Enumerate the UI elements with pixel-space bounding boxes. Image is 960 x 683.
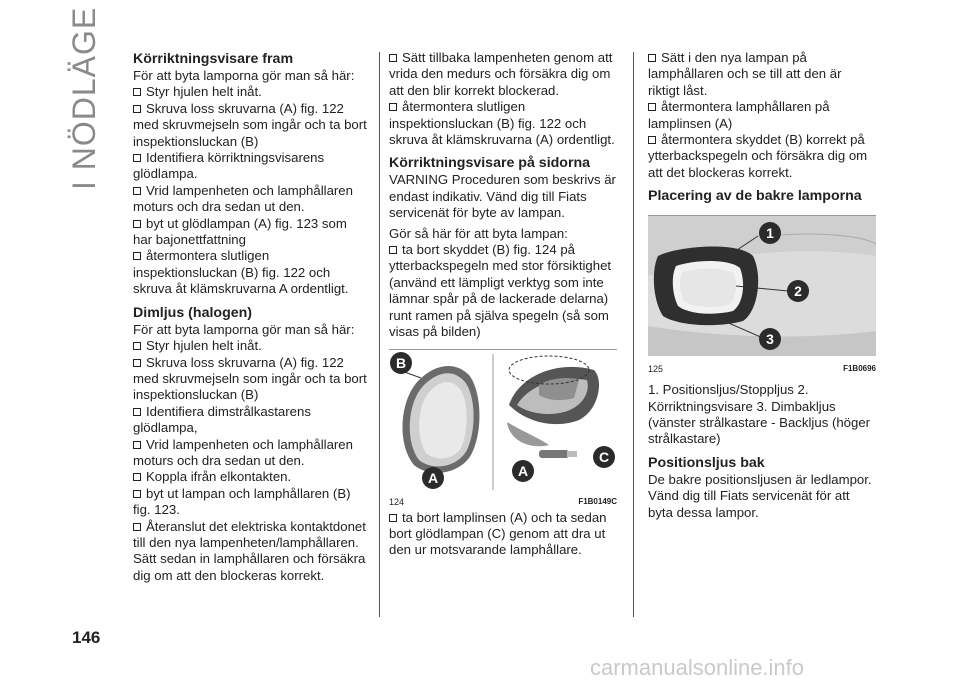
figure-125 xyxy=(648,215,876,374)
steps-list-1 xyxy=(389,50,617,148)
label-1-badge xyxy=(759,222,781,244)
checkbox-icon xyxy=(133,88,141,96)
step-text: Återanslut det elektriska kontaktdonet till den nya lampenheten/lamphållaren. Sätt sedan in lamphållaren och försäkra dig om att den blockeras korrekt. xyxy=(133,518,366,583)
label-2: 2 xyxy=(794,283,802,300)
heading-rear-position-lights: Positionsljus bak xyxy=(648,454,765,471)
indicator-detail-image xyxy=(507,356,599,458)
checkbox-icon xyxy=(389,54,397,62)
step-text: Skruva loss skruvarna (A) fig. 122 med skruvmejseln som ingår och ta bort inspektionsluckan (B) xyxy=(133,100,367,149)
step-text: ta bort skyddet (B) fig. 124 på ytterbackspegeln med stor försiktighet (använd ett lämpligt verktyg som inte lämnar spår på de lackerade delarna) runt ramen på själva spegeln (så som visas på bilden) xyxy=(389,242,612,340)
figure-code: F1B0696 xyxy=(843,363,876,373)
step-item xyxy=(389,99,617,148)
step-text: återmontera lamphållaren på lamplinsen (A) xyxy=(648,99,830,131)
checkbox-icon xyxy=(133,220,141,228)
label-c-badge xyxy=(593,446,615,468)
step-item xyxy=(133,338,369,354)
step-text: Sätt tillbaka lampenheten genom att vrida den medurs och försäkra dig om att den blir korrekt blockerad. xyxy=(389,50,613,98)
column-divider xyxy=(379,52,380,617)
step-item xyxy=(133,486,369,519)
step-item xyxy=(133,355,369,404)
step-item xyxy=(133,519,369,585)
mirror-shell-image xyxy=(399,365,479,472)
column-2 xyxy=(389,50,617,559)
heading-front-indicators: Körriktningsvisare fram xyxy=(133,51,294,67)
step-item xyxy=(389,50,617,99)
checkbox-icon xyxy=(133,523,141,531)
figure-code: F1B0149C xyxy=(578,496,617,506)
section-title: I NÖDLÄGE xyxy=(66,6,102,190)
label-b-badge xyxy=(390,352,412,374)
step-item xyxy=(389,242,617,340)
steps-list-3 xyxy=(389,510,617,559)
step-text: Sätt i den nya lampan på lamphållaren och se till att den är riktigt låst. xyxy=(648,50,842,98)
step-item xyxy=(133,84,369,100)
warning-text: VARNING Proceduren som beskrivs är endast indikativ. Vänd dig till Fiats servicenät för byte av lampan. xyxy=(389,172,616,221)
checkbox-icon xyxy=(389,246,397,254)
step-text: byt ut lampan och lamphållaren (B) fig. 123. xyxy=(133,485,351,518)
checkbox-icon xyxy=(133,359,141,367)
label-a2-badge xyxy=(512,460,534,482)
step-item xyxy=(389,510,617,559)
checkbox-icon xyxy=(133,105,141,113)
intro-text: Gör så här för att byta lampan: xyxy=(389,225,568,241)
label-3: 3 xyxy=(766,331,774,348)
steps-list-2 xyxy=(133,338,369,584)
step-text: byt ut glödlampan (A) fig. 123 som har bajonettfattning xyxy=(133,215,347,248)
step-item xyxy=(133,469,369,485)
label-c: C xyxy=(598,448,610,465)
step-item xyxy=(133,248,369,297)
checkbox-icon xyxy=(133,408,141,416)
figure-number: 124 xyxy=(389,496,405,507)
heading-side-indicators: Körriktningsvisare på sidorna xyxy=(389,155,591,172)
checkbox-icon xyxy=(133,342,141,350)
checkbox-icon xyxy=(133,187,141,195)
label-a2: A xyxy=(517,462,529,479)
figure-caption xyxy=(389,496,617,508)
column-divider xyxy=(633,52,634,617)
page-number: 146 xyxy=(72,628,101,647)
step-text: Skruva loss skruvarna (A) fig. 122 med skruvmejseln som ingår och ta bort inspektionsluckan (B) xyxy=(133,354,367,403)
step-text: Styr hjulen helt inåt. xyxy=(146,338,262,354)
body-text: De bakre positionsljusen är ledlampor. Vänd dig till Fiats servicenät för att byta dessa lampor. xyxy=(648,471,872,520)
label-2-badge xyxy=(787,280,809,302)
watermark: carmanualsonline.info xyxy=(590,655,805,680)
step-item xyxy=(133,101,369,150)
label-1: 1 xyxy=(766,225,774,242)
step-text: Identifiera dimstrålkastarens glödlampa, xyxy=(133,403,311,436)
figure-number: 125 xyxy=(648,363,664,374)
step-text: Vrid lampenheten och lamphållaren moturs och dra sedan ut den. xyxy=(133,182,353,215)
heading-fog-lights: Dimljus (halogen) xyxy=(133,304,253,321)
mirror-illustration xyxy=(389,350,617,490)
step-text: Styr hjulen helt inåt. xyxy=(146,84,262,100)
steps-list-1 xyxy=(648,50,876,181)
step-item xyxy=(133,216,369,249)
figure-legend: 1. Positionsljus/Stoppljus 2. Körriktningsvisare 3. Dimbakljus (vänster strålkastare - Backljus (höger strålkastare) xyxy=(648,382,871,447)
step-item xyxy=(648,50,876,99)
figure-124 xyxy=(389,349,617,507)
intro-text: För att byta lamporna gör man så här: xyxy=(133,321,355,337)
step-item xyxy=(133,437,369,470)
label-b: B xyxy=(395,354,407,371)
column-1 xyxy=(133,50,369,584)
step-text: återmontera slutligen inspektionsluckan (B) fig. 122 och skruva åt klämskruvarna A ordentligt. xyxy=(133,248,349,297)
checkbox-icon xyxy=(133,473,141,481)
checkbox-icon xyxy=(133,154,141,162)
checkbox-icon xyxy=(648,54,656,62)
intro-text: För att byta lamporna gör man så här: xyxy=(133,68,355,83)
label-a-badge xyxy=(422,467,444,489)
step-item xyxy=(133,183,369,216)
step-item xyxy=(133,404,369,437)
checkbox-icon xyxy=(389,514,397,522)
step-text: Vrid lampenheten och lamphållaren moturs och dra sedan ut den. xyxy=(133,436,353,468)
step-text: Identifiera körriktningsvisarens glödlampa. xyxy=(133,150,325,182)
heading-rear-lights: Placering av de bakre lamporna xyxy=(648,188,862,205)
label-3-badge xyxy=(759,328,781,350)
checkbox-icon xyxy=(133,252,141,260)
step-item xyxy=(648,99,876,132)
step-text: återmontera skyddet (B) korrekt på ytterbackspegeln och försäkra dig om att det blockeras korrekt. xyxy=(648,132,868,180)
step-item xyxy=(133,150,369,183)
label-a: A xyxy=(427,469,439,486)
step-text: återmontera slutligen inspektionsluckan (B) fig. 122 och skruva åt klämskruvarna (A) ordentligt. xyxy=(389,99,615,148)
steps-list-2 xyxy=(389,242,617,340)
step-text: Koppla ifrån elkontakten. xyxy=(146,469,292,485)
checkbox-icon xyxy=(389,103,397,111)
checkbox-icon xyxy=(133,441,141,449)
step-text: ta bort lamplinsen (A) och ta sedan bort glödlampan (C) genom att dra ut den ur motsvarande lamphållare. xyxy=(389,509,607,558)
tail-light-image xyxy=(654,247,758,326)
step-item xyxy=(648,132,876,181)
checkbox-icon xyxy=(133,490,141,498)
figure-caption xyxy=(648,363,876,375)
rear-light-illustration xyxy=(648,216,876,356)
column-3 xyxy=(648,50,876,521)
steps-list-1 xyxy=(133,84,369,297)
checkbox-icon xyxy=(648,103,656,111)
checkbox-icon xyxy=(648,136,656,144)
